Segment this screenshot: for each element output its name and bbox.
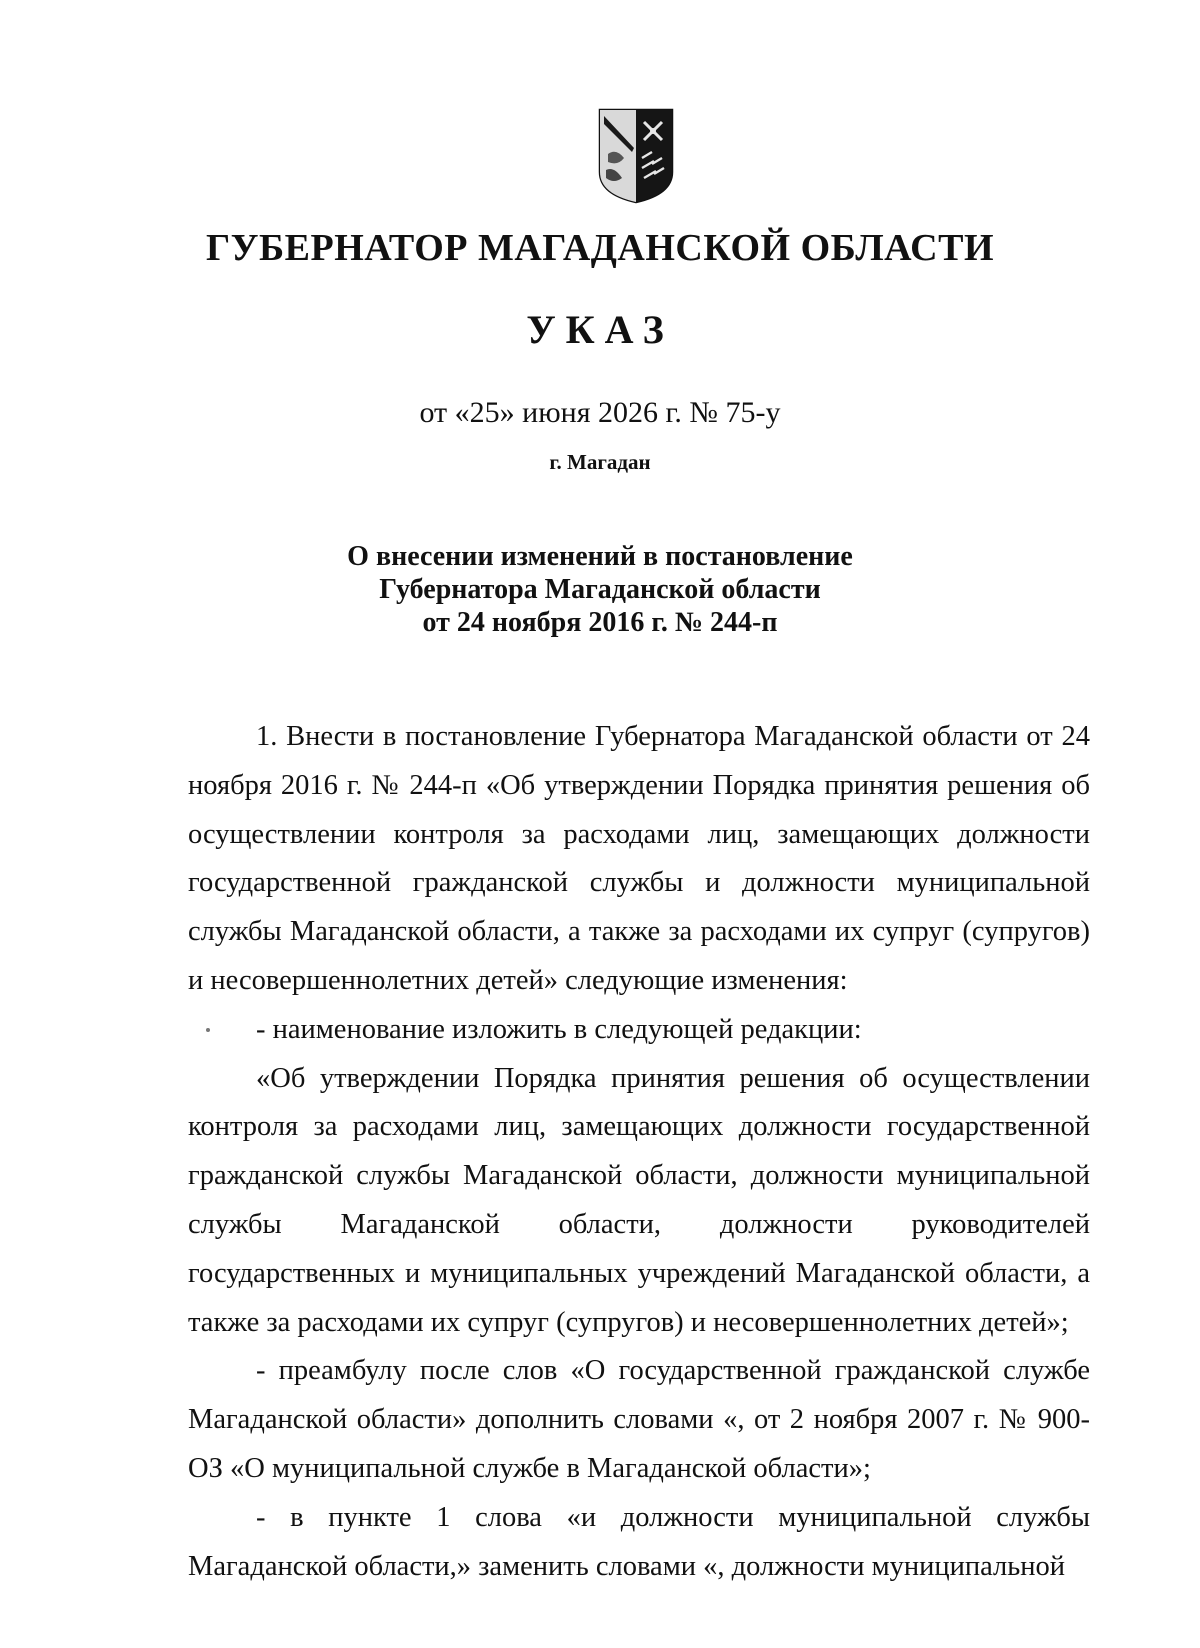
body-paragraph: 1. Внести в постановление Губернатора Магаданской области от 24 ноября 2016 г. № 244-п «Об утверждении Порядка принятия решения об осуществлении контроля за расходами лиц, замещающих должности государственной гражданской службы и должности муниципальной службы Магаданской области, а также за расходами их супруг (супругов) и несовершеннолетних детей» следующие изменения: [188, 721, 1090, 996]
document-place: г. Магадан [549, 450, 651, 474]
coat-of-arms-icon [596, 108, 676, 204]
document-title [0, 540, 1200, 639]
body-paragraph: - в пункте 1 слова «и должности муниципальной службы Магаданской области,» заменить словами «, должности муниципальной [188, 1501, 1090, 1582]
issuing-authority: ГУБЕРНАТОР МАГАДАНСКОЙ ОБЛАСТИ [205, 227, 995, 269]
body-paragraph: - преамбулу после слов «О государственной гражданской службе Магаданской области» дополнить словами «, от 2 ноября 2007 г. № 900-ОЗ «О муниципальной службе в Магаданской области»; [188, 1355, 1090, 1484]
body-paragraph: - наименование изложить в следующей редакции: [256, 1013, 862, 1045]
scan-artifact [206, 1028, 210, 1032]
body-paragraph: «Об утверждении Порядка принятия решения об осуществлении контроля за расходами лиц, замещающих должности государственной гражданской службы Магаданской области, должности муниципальной службы Магаданской области, должности руководителей государственных и муниципальных учреждений Магаданской области, а также за расходами их супруг (супругов) и несовершеннолетних детей»; [188, 1062, 1090, 1338]
document-body [188, 713, 1090, 1591]
title-line-1: О внесении изменений в постановление [347, 541, 853, 572]
document-date-number: от «25» июня 2026 г. № 75-у [419, 396, 781, 429]
title-line-2: Губернатора Магаданской области [379, 574, 821, 605]
title-line-3: от 24 ноября 2016 г. № 244-п [422, 607, 778, 638]
document-type: УКАЗ [526, 307, 674, 352]
